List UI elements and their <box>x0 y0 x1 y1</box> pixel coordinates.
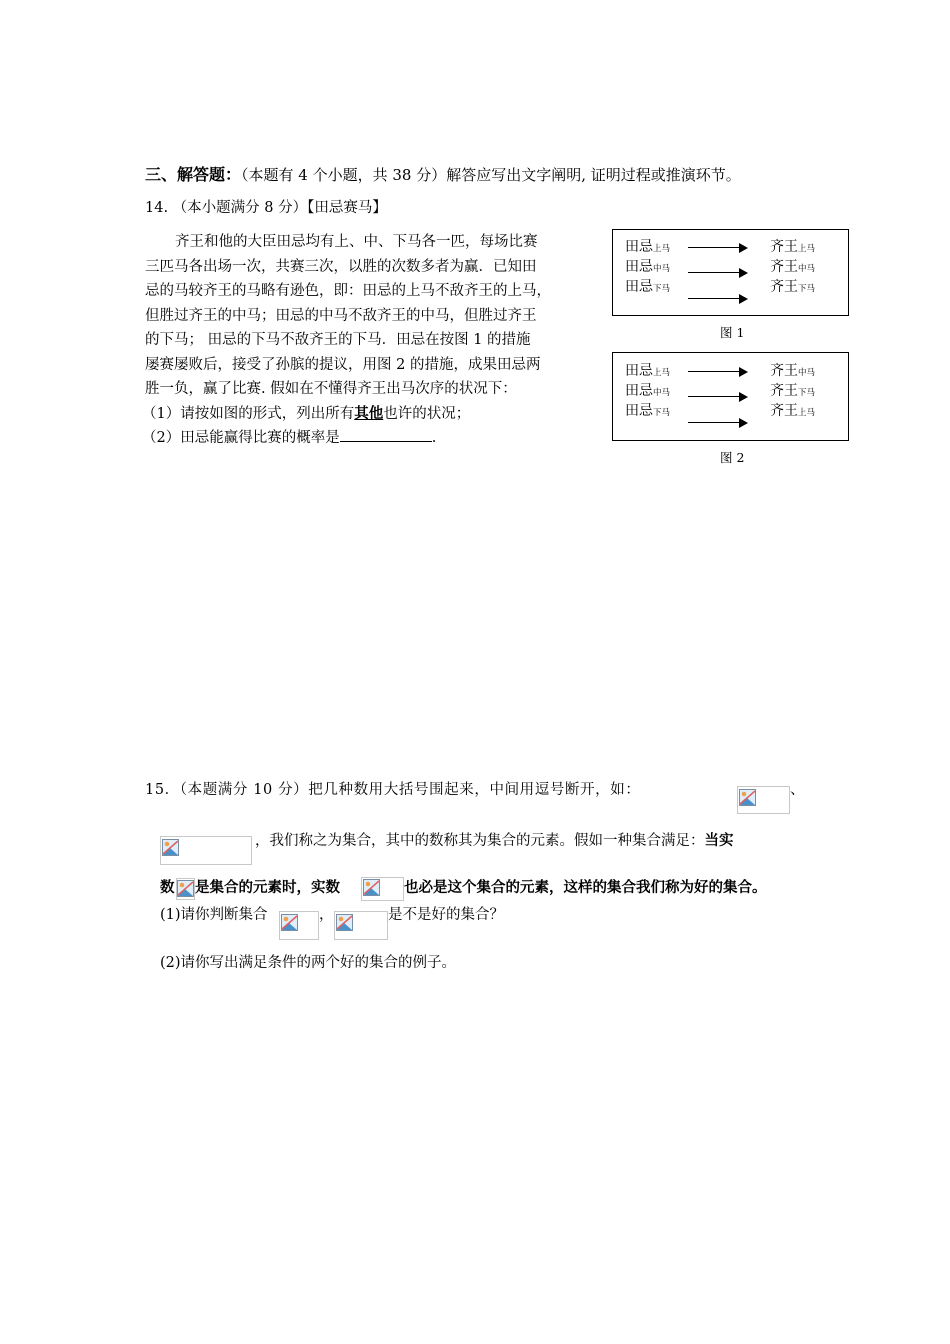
figure-2-caption: 图 2 <box>720 450 745 465</box>
section-title: 三、解答题： <box>145 165 242 184</box>
fig1-tianji-mid: 田忌中马 <box>625 259 671 275</box>
fig2-qiwang-top: 齐王中马 <box>770 363 816 379</box>
q15-line-3b: 是集合的元素时，实数 <box>195 879 340 896</box>
fig2-tianji-mid: 田忌中马 <box>625 383 671 399</box>
broken-image-icon <box>176 878 195 900</box>
q14-line: 齐王和他的大臣田忌均有上、中、下马各一匹，每场比赛 <box>175 234 538 250</box>
emphasis-other: 其他 <box>354 404 384 422</box>
figure-1-box <box>612 229 849 316</box>
q14-line: 但胜过齐王的中马；田忌的中马不敌齐王的中马，但胜过齐王 <box>145 307 537 324</box>
q14-header: 14. （本小题满分 8 分）【田忌赛马】 <box>145 200 387 216</box>
q15-line-2: ，我们称之为集合，其中的数称其为集合的元素。假如一种集合满足：当实 <box>255 832 734 849</box>
fig1-qiwang-top: 齐王上马 <box>770 239 816 255</box>
fig1-arrow-1 <box>688 247 746 248</box>
fig1-tianji-bottom: 田忌下马 <box>625 279 671 295</box>
fig1-arrow-3 <box>688 298 746 299</box>
figure-1-caption: 图 1 <box>720 325 745 340</box>
q15-sub-question-2: (2)请你写出满足条件的两个好的集合的例子。 <box>160 955 457 971</box>
q15-sub-question-1: (1)请你判断集合 <box>160 907 268 923</box>
q14-paragraph <box>142 230 605 451</box>
q14-line: 的下马； 田忌的下马不敌齐王的下马．田忌在按图 1 的措施 <box>145 332 531 348</box>
q14-line: 忌的马较齐王的马略有逊色，即：田忌的上马不敌齐王的上马， <box>145 283 551 299</box>
figure-2-box <box>612 352 849 441</box>
q14-line: 胜一负，赢了比赛. 假如在不懂得齐王出马次序的状况下： <box>145 381 517 397</box>
fig2-arrow-1 <box>688 371 746 372</box>
fig2-arrow-2 <box>688 396 746 397</box>
q15-line-1-end: 、 <box>790 782 805 798</box>
fig2-tianji-top: 田忌上马 <box>625 363 671 379</box>
broken-image-icon <box>160 836 252 865</box>
q15-comma: ， <box>319 907 334 923</box>
section-note: （本题有 4 个小题，共 38 分）解答应写出文字阐明, 证明过程或推演环节。 <box>241 166 741 184</box>
broken-image-icon <box>737 786 790 814</box>
fig2-qiwang-bottom: 齐王上马 <box>770 403 816 419</box>
q14-sub-question-2: （2）田忌能赢得比赛的概率是 . <box>142 426 605 451</box>
fig2-tianji-bottom: 田忌下马 <box>625 403 671 419</box>
q15-line-3c: 也必是这个集合的元素，这样的集合我们称为好的集合。 <box>404 879 767 896</box>
fig2-arrow-3 <box>688 422 746 423</box>
q14-line: 屡赛屡败后，接受了孙膑的提议，用图 2 的措施，成果田忌两 <box>145 356 541 373</box>
broken-image-icon <box>334 911 388 940</box>
answer-blank[interactable] <box>340 427 432 442</box>
q15-sub-question-1-end: 是不是好的集合？ <box>388 907 504 923</box>
fig1-qiwang-mid: 齐王中马 <box>770 259 816 275</box>
q15-line-3a: 数 <box>160 879 175 896</box>
q14-line: 三匹马各出场一次，共赛三次，以胜的次数多者为赢．已知田 <box>145 258 537 275</box>
broken-image-icon <box>361 877 404 901</box>
fig1-arrow-2 <box>688 272 746 273</box>
fig1-tianji-top: 田忌上马 <box>625 239 671 255</box>
fig2-qiwang-mid: 齐王下马 <box>770 383 816 399</box>
section-heading <box>145 162 741 185</box>
broken-image-icon <box>279 911 319 940</box>
q15-line-1: 15．（本题满分 10 分）把几种数用大括号围起来，中间用逗号断开，如： <box>145 782 641 798</box>
q14-sub-question-1: （1）请按如图的形式，列出所有其他也许的状况； <box>142 404 471 422</box>
fig1-qiwang-bottom: 齐王下马 <box>770 279 816 295</box>
